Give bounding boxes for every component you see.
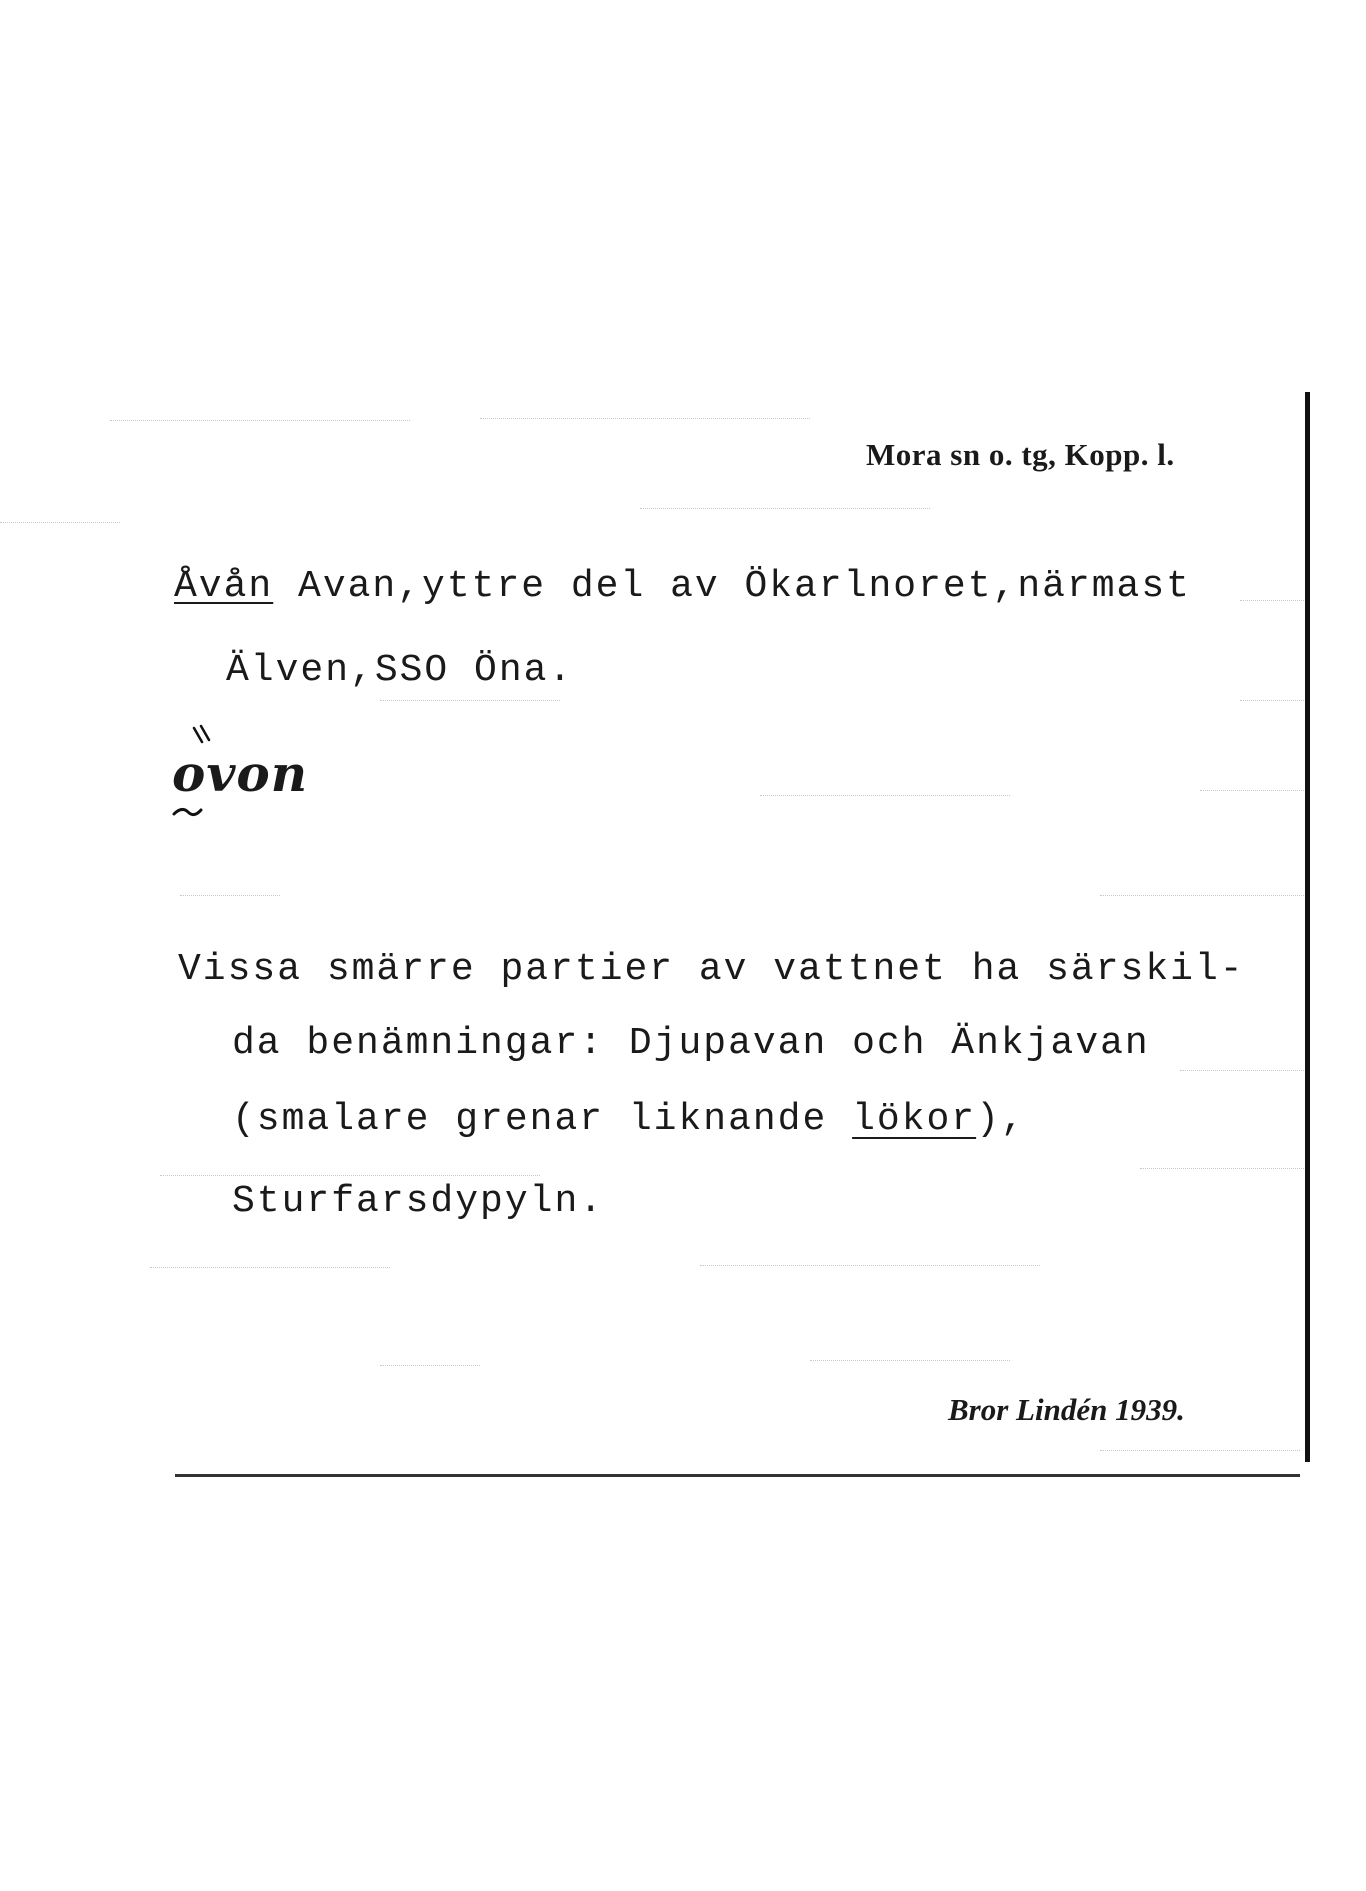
card-reference: Mora sn o. tg, Kopp. l. bbox=[866, 437, 1175, 472]
note-line-3 bbox=[232, 1098, 1026, 1141]
guide-line bbox=[480, 418, 810, 419]
guide-line bbox=[1140, 1168, 1306, 1169]
guide-line bbox=[180, 895, 280, 896]
guide-line bbox=[150, 1267, 390, 1268]
guide-line bbox=[1240, 600, 1306, 601]
note-line-3-prefix: (smalare grenar liknande bbox=[232, 1098, 853, 1141]
guide-line bbox=[640, 508, 930, 509]
entry-line-1-text: Avan,yttre del av Ökarlnoret,närmast bbox=[273, 565, 1191, 608]
note-line-2: da benämningar: Djupavan och Änkjavan bbox=[232, 1022, 1150, 1065]
card-signature: Bror Lindén 1939. bbox=[948, 1392, 1185, 1427]
guide-line bbox=[1100, 895, 1306, 896]
guide-line bbox=[380, 1365, 480, 1366]
card-right-border bbox=[1305, 392, 1310, 1462]
entry-line-2: Älven,SSO Öna. bbox=[226, 649, 574, 692]
note-line-4: Sturfarsdypyln. bbox=[232, 1180, 605, 1223]
guide-line bbox=[1100, 1450, 1300, 1451]
note-line-3-suffix: ), bbox=[976, 1098, 1026, 1141]
guide-line bbox=[1240, 700, 1306, 701]
guide-line bbox=[760, 795, 1010, 796]
guide-line bbox=[0, 522, 120, 523]
entry-headword: Åvån bbox=[174, 565, 274, 608]
pronunciation-block bbox=[168, 722, 338, 832]
guide-line bbox=[1200, 790, 1306, 791]
pronunciation-handwritten: ovon bbox=[172, 744, 309, 803]
card-bottom-border bbox=[175, 1474, 1300, 1477]
guide-line bbox=[810, 1360, 1010, 1361]
guide-line bbox=[110, 420, 410, 421]
guide-line bbox=[160, 1175, 540, 1176]
entry-line-1 bbox=[174, 565, 1191, 608]
guide-line bbox=[700, 1265, 1040, 1266]
note-underlined-word: lökor bbox=[852, 1098, 977, 1141]
guide-line bbox=[1180, 1070, 1306, 1071]
note-line-1: Vissa smärre partier av vattnet ha särskil- bbox=[178, 948, 1245, 991]
guide-line bbox=[380, 700, 560, 701]
